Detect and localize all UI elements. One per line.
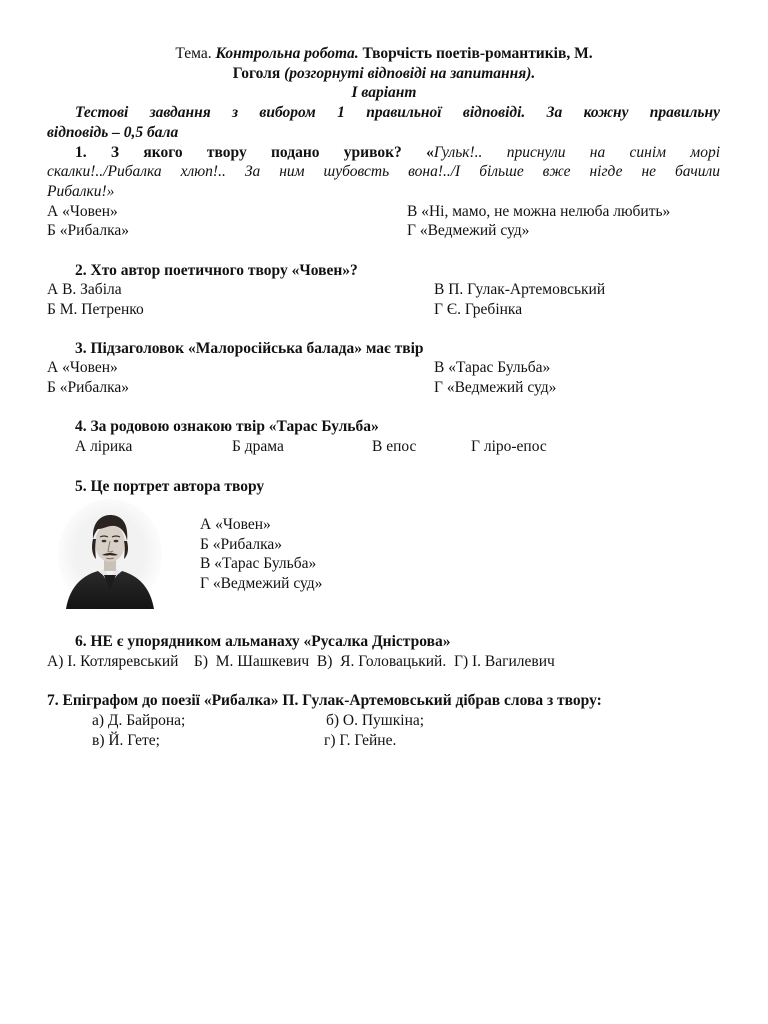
q4-option-b: Б драма <box>232 438 284 455</box>
q1-option-v: В «Ні, мамо, не можна нелюба любить» <box>407 203 671 220</box>
title-rest: Творчість поетів-романтиків, М. <box>358 45 593 62</box>
q3-option-g: Г «Ведмежий суд» <box>434 379 557 396</box>
question-6-text: 6. НЕ є упорядником альманаху «Русалка Дністрова» <box>75 633 451 650</box>
title-italic: Контрольна робота. <box>215 45 359 62</box>
question-1-quote-3: Рибалки!» <box>47 183 115 200</box>
title-line-1 <box>0 44 768 63</box>
question-7-text: 7. Епіграфом до поезії «Рибалка» П. Гулак-Артемовський дібрав слова з твору: <box>47 692 602 709</box>
q7-option-v: в) Й. Гете; <box>92 732 160 749</box>
q7-option-a: а) Д. Байрона; <box>92 712 186 729</box>
instructions-line-1 <box>47 103 720 122</box>
question-5-text: 5. Це портрет автора твору <box>75 478 265 495</box>
q3-option-a: А «Човен» <box>47 359 118 376</box>
q2-option-b: Б М. Петренко <box>47 301 144 318</box>
question-3-text: 3. Підзаголовок «Малоросійська балада» має твір <box>75 340 424 357</box>
q6-options: А) І. Котляревський Б) М. Шашкевич В) Я. Головацький. Г) І. Вагилевич <box>47 653 555 670</box>
q1-option-b: Б «Рибалка» <box>47 222 130 239</box>
author-portrait-image <box>58 499 162 611</box>
q7-option-g: г) Г. Гейне. <box>324 732 397 749</box>
question-1-line-1 <box>47 143 720 162</box>
q5-option-b: Б «Рибалка» <box>200 536 283 553</box>
q4-option-v: В епос <box>372 438 417 455</box>
q5-option-g: Г «Ведмежий суд» <box>200 575 323 592</box>
q5-option-a: А «Човен» <box>200 516 271 533</box>
q3-option-v: В «Тарас Бульба» <box>434 359 551 376</box>
instructions-line-2: відповідь – 0,5 бала <box>47 124 179 141</box>
q2-option-g: Г Є. Гребінка <box>434 301 523 318</box>
question-1-line-2 <box>47 162 720 181</box>
title-line-2-bold: Гоголя <box>232 65 285 82</box>
q1-option-a: А «Човен» <box>47 203 118 220</box>
title-prefix: Тема. <box>175 45 216 62</box>
q4-option-a: А лірика <box>75 438 133 455</box>
instructions-text-1: Тестові завдання з вибором 1 правильної відповіді. За кожну правильну <box>75 104 720 121</box>
q1-option-g: Г «Ведмежий суд» <box>407 222 530 239</box>
question-1-quote-2: скалки!../Рибалка хлюп!.. За ним шубовсть вона!../І більше вже нігде не бачили <box>47 163 720 180</box>
question-4-text: 4. За родовою ознакою твір «Тарас Бульба» <box>75 418 379 435</box>
variant-title: І варіант <box>351 84 417 101</box>
question-2-text: 2. Хто автор поетичного твору «Човен»? <box>75 262 358 279</box>
q2-option-a: А В. Забіла <box>47 281 122 298</box>
q2-option-v: В П. Гулак-Артемовський <box>434 281 606 298</box>
title-line-2 <box>0 64 768 83</box>
question-1-quote-1: Гульк!.. приснули на синім морі <box>433 144 720 161</box>
q5-option-v: В «Тарас Бульба» <box>200 555 317 572</box>
q7-option-b: б) О. Пушкіна; <box>326 712 425 729</box>
question-1-text: 1. З якого твору подано уривок? « <box>75 144 434 161</box>
title-line-2-italic: (розгорнуті відповіді на запитання). <box>284 65 536 82</box>
q4-option-g: Г ліро-епос <box>471 438 547 455</box>
q3-option-b: Б «Рибалка» <box>47 379 130 396</box>
